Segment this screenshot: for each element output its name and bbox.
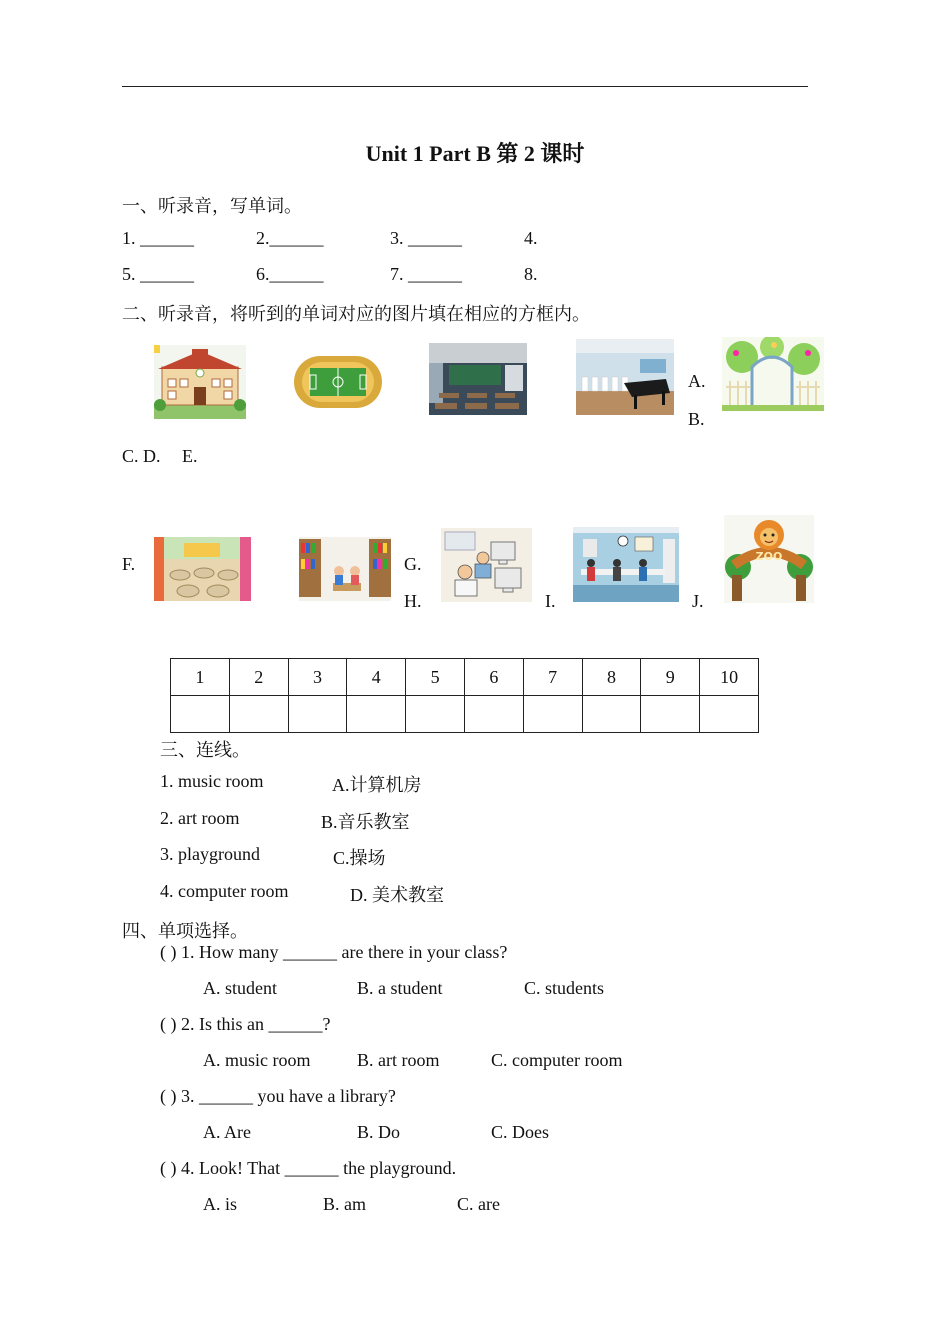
library-image xyxy=(299,537,391,601)
section3-heading: 三、连线。 xyxy=(160,740,250,760)
match-left-1: 1. music room xyxy=(160,771,264,791)
answer-table-header-5: 5 xyxy=(406,659,465,696)
answer-cell[interactable] xyxy=(288,696,347,733)
answer-cell[interactable] xyxy=(582,696,641,733)
match-left-4: 4. computer room xyxy=(160,881,289,901)
music-room-image xyxy=(576,339,674,415)
label-b: B. xyxy=(688,409,705,429)
section4-heading: 四、单项选择。 xyxy=(122,921,248,941)
garden-gate-image xyxy=(722,337,824,411)
q1-option-a: A. student xyxy=(203,978,277,998)
label-j: J. xyxy=(692,591,704,611)
answer-cell[interactable] xyxy=(406,696,465,733)
page-title: Unit 1 Part B 第 2 课时 xyxy=(365,141,585,166)
blank-item-4: 4. xyxy=(524,228,538,248)
art-room-image xyxy=(154,537,251,601)
q1-option-b: B. a student xyxy=(357,978,443,998)
q4-option-b: B. am xyxy=(323,1194,366,1214)
section2-heading: 二、听录音，将听到的单词对应的图片填在相应的方框内。 xyxy=(122,304,590,324)
match-left-2: 2. art room xyxy=(160,808,240,828)
question-2: ( ) 2. Is this an ______? xyxy=(160,1014,331,1034)
q2-option-c: C. computer room xyxy=(491,1050,623,1070)
answer-cell[interactable] xyxy=(171,696,230,733)
answer-table-header-4: 4 xyxy=(347,659,406,696)
answer-table-header-3: 3 xyxy=(288,659,347,696)
blank-item-6: 6.______ xyxy=(256,264,324,284)
blank-item-3: 3. ______ xyxy=(390,228,462,248)
blank-item-8: 8. xyxy=(524,264,538,284)
answer-cell[interactable] xyxy=(347,696,406,733)
answer-cell[interactable] xyxy=(229,696,288,733)
label-i: I. xyxy=(545,591,556,611)
answer-cell[interactable] xyxy=(700,696,759,733)
answer-table-header-6: 6 xyxy=(464,659,523,696)
blank-item-5: 5. ______ xyxy=(122,264,194,284)
q4-option-a: A. is xyxy=(203,1194,238,1214)
answer-cell[interactable] xyxy=(523,696,582,733)
answer-table-header-9: 9 xyxy=(641,659,700,696)
school-building-image xyxy=(154,345,246,419)
section1-heading: 一、听录音，写单词。 xyxy=(122,196,302,216)
match-right-c: C.操场 xyxy=(333,848,386,868)
match-left-3: 3. playground xyxy=(160,844,260,864)
q2-option-b: B. art room xyxy=(357,1050,440,1070)
answer-table-header-1: 1 xyxy=(171,659,230,696)
answer-cell[interactable] xyxy=(641,696,700,733)
q1-option-c: C. students xyxy=(524,978,605,998)
classroom-photo-image xyxy=(429,343,527,415)
q3-option-b: B. Do xyxy=(357,1122,401,1142)
blank-item-1: 1. ______ xyxy=(122,228,194,248)
answer-table-header-10: 10 xyxy=(700,659,759,696)
answer-table-header-8: 8 xyxy=(582,659,641,696)
question-1: ( ) 1. How many ______ are there in your class? xyxy=(160,942,508,962)
zoo-gate-image xyxy=(724,515,814,603)
label-e: E. xyxy=(182,446,198,466)
label-g: G. xyxy=(404,554,422,574)
q4-option-c: C. are xyxy=(457,1194,500,1214)
q3-option-c: C. Does xyxy=(491,1122,549,1142)
blank-item-7: 7. ______ xyxy=(390,264,462,284)
answer-table-header-2: 2 xyxy=(229,659,288,696)
answer-table-header-7: 7 xyxy=(523,659,582,696)
zoo-sign-text: ZOO xyxy=(755,550,783,563)
header-rule xyxy=(122,86,808,87)
q3-option-a: A. Are xyxy=(203,1122,251,1142)
playground-track-image xyxy=(292,352,384,412)
answer-table xyxy=(170,658,759,733)
question-3: ( ) 3. ______ you have a library? xyxy=(160,1086,396,1106)
label-f: F. xyxy=(122,554,136,574)
q2-option-a: A. music room xyxy=(203,1050,311,1070)
teachers-office-image xyxy=(573,527,679,602)
question-4: ( ) 4. Look! That ______ the playground. xyxy=(160,1158,457,1178)
answer-cell[interactable] xyxy=(464,696,523,733)
blank-item-2: 2.______ xyxy=(256,228,324,248)
match-right-d: D. 美术教室 xyxy=(350,885,444,905)
match-right-b: B.音乐教室 xyxy=(321,812,410,832)
label-h: H. xyxy=(404,591,422,611)
computer-room-drawing-image xyxy=(441,528,532,602)
label-a: A. xyxy=(688,371,706,391)
label-cd: C. D. xyxy=(122,446,161,466)
match-right-a: A.计算机房 xyxy=(332,775,422,795)
